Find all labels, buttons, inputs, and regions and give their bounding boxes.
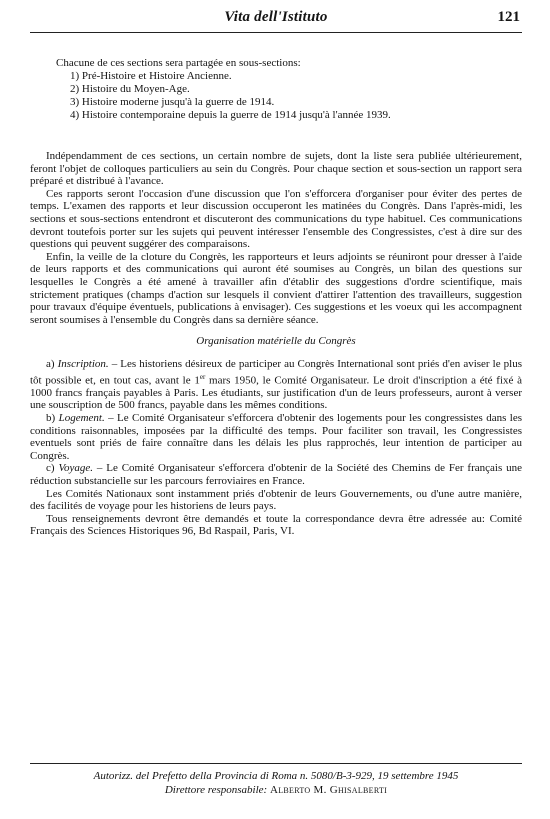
- running-title: Vita dell'Istituto: [224, 9, 328, 25]
- item-title: Voyage.: [58, 462, 93, 475]
- paragraph-logement: [30, 412, 522, 462]
- item-label: a): [46, 357, 55, 370]
- item-label: b): [46, 411, 56, 424]
- item-title: Inscription.: [57, 357, 109, 370]
- item-text: – Les historiens désireux de participer au Congrès International sont priés d'en aviser le plus tôt possible et, en tout cas, avant le: [30, 357, 522, 387]
- subsection-item: 2) Histoire du Moyen-Age.: [70, 83, 190, 95]
- item-text: mars 1950, le Comité Organisateur. Le droit d'inscription a été fixé à 1000 francs français payables à Paris. Les étudiants, sur justification d'un de leurs professeurs, auront à verser une souscription de 500 francs, payable dans les mêmes conditions.: [30, 374, 523, 412]
- director-label: Direttore responsabile:: [164, 784, 268, 796]
- director-line: [30, 783, 522, 797]
- item-label: c): [46, 462, 55, 475]
- page-number: 121: [497, 9, 520, 25]
- subsection-item: 4) Histoire contemporaine depuis la guerre de 1914 jusqu'à l'année 1939.: [70, 109, 391, 121]
- footer-rule: [30, 763, 522, 764]
- subsection-item: 3) Histoire moderne jusqu'à la guerre de 1914.: [70, 96, 275, 108]
- paragraph-voyage: [30, 462, 522, 487]
- paragraph: Tous renseignements devront être demandés et toute la correspondance devra être adressée au: Comité Français des Sciences Historiques 96, Bd Raspail, Paris, VI.: [30, 512, 522, 538]
- date-day: 1: [194, 374, 200, 387]
- date-superscript: er: [199, 372, 206, 381]
- authorization-line: Autorizz. del Prefetto della Provincia di Roma n. 5080/B-3-929, 19 settembre 1945: [93, 770, 459, 782]
- item-text: – Le Comité Organisateur s'efforcera d'obtenir des logements pour les congressistes dans les conditions raisonnables, imposées par la difficulté des temps. Pour faciliter son travail, les Congressistes eventuels sont priés de faire connaître dans les délais les plus rapprochés, leur intention de participer au Congrès.: [30, 411, 522, 462]
- item-text: – Le Comité Organisateur s'efforcera d'obtenir de la Société des Chemins de Fer français une réduction substancielle sur les parcours ferroviaires en France.: [30, 462, 522, 487]
- sections-intro: Chacune de ces sections sera partagée en sous-sections:: [56, 57, 301, 69]
- page-header: [30, 6, 522, 33]
- item-title: Logement.: [58, 411, 105, 424]
- paragraph: Ces rapports seront l'occasion d'une discussion que l'on s'efforcera d'organiser pour éviter des pertes de temps. L'examen des rapports et leur discussion occuperont les matinées du Congrès. Dans l'après-midi, les sections et sous-sections entendront et discuteront des communications du type habituel. Ces communications devront toutefois porter sur les sujets qui peuvent intéresser l'ensemble des Congressistes, c'est à dire sur des questions qui peuvent suggérer des comparaisons.: [30, 187, 522, 251]
- section-heading: Organisation matérielle du Congrès: [196, 335, 356, 348]
- subsection-item: 1) Pré-Histoire et Histoire Ancienne.: [70, 70, 232, 82]
- subsections-list: [56, 70, 496, 122]
- body-text: [30, 150, 522, 538]
- sections-block: [56, 57, 496, 122]
- paragraph: Enfin, la veille de la cloture du Congrès, les rapporteurs et leurs adjoints se réuniront pour dresser à l'aide de leurs rapports et des communications qui auront été soumises au Congrès, un bilan des questions sur lesquelles le Congrès a été amené à travailler afin d'établir des suggestions d'ordre scientifique, mais strictement pratiques (champs d'action sur lesquels il convient d'attirer l'attention des travailleurs, suggestion pour travaux d'équipe éventuels, publications à envisager). Ces suggestions et les voeux qui les accompagnent seront soumises à l'ensemble du Congrès dans sa dernière séance.: [30, 250, 522, 326]
- paragraph-inscription: [30, 358, 522, 412]
- page-footer: [30, 769, 522, 797]
- paragraph: Les Comités Nationaux sont instamment priés d'obtenir de leurs Gouvernements, ou d'une autre manière, des facilités de voyage pour les historiens de leurs pays.: [30, 487, 522, 513]
- director-name: Alberto M. Ghisalberti: [269, 784, 388, 796]
- paragraph: Indépendamment de ces sections, un certain nombre de sujets, dont la liste sera publiée ultérieurement, feront l'objet de colloques particuliers au sein du Congrès. Pour chaque section et sous-section un rapport sera préparé et distribué à l'avance.: [30, 150, 522, 188]
